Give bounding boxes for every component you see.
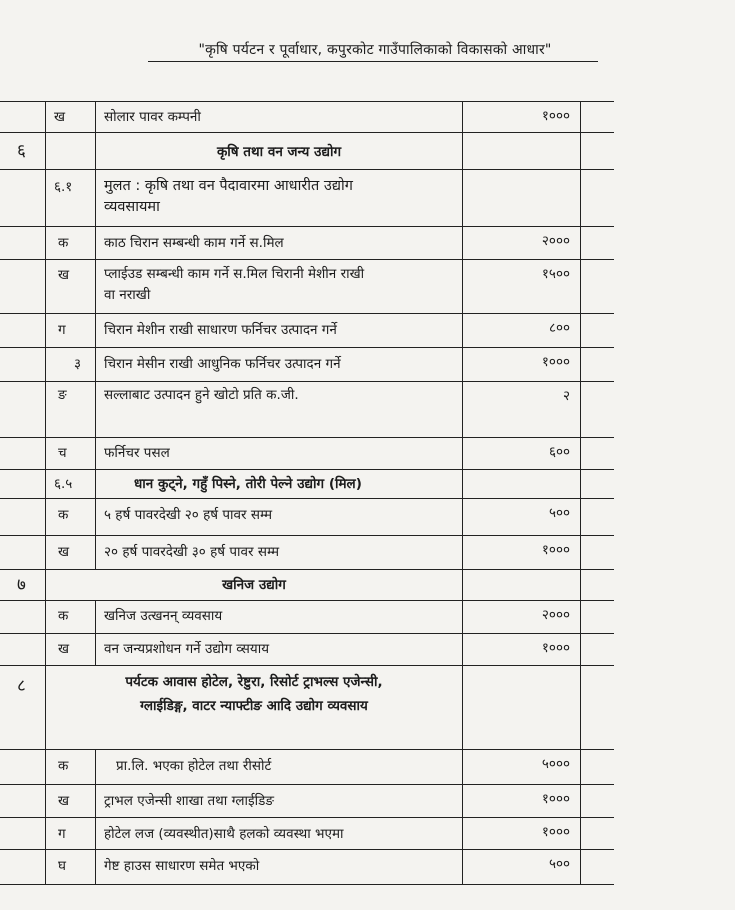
row-number-cell [0, 499, 45, 535]
table-row [0, 314, 614, 348]
section-number-cell [0, 570, 45, 600]
row-desc-cell [95, 470, 462, 498]
row-desc-cell [95, 850, 462, 884]
row-amount: १००० [541, 108, 570, 124]
row-amount: ५०० [548, 856, 570, 872]
row-extra-cell [580, 850, 614, 884]
section-number-cell [0, 666, 45, 749]
row-number-cell [0, 314, 45, 347]
row-desc-cell [95, 536, 462, 569]
row-amount-cell [462, 314, 580, 347]
row-extra-cell [580, 570, 614, 600]
row-description: होटेल लज (व्यवस्थीत)साथै हलको व्यवस्था भएमा [104, 826, 344, 842]
row-extra-cell [580, 634, 614, 665]
row-sub-cell [45, 260, 95, 313]
row-description: सल्लाबाट उत्पादन हुने खोटो प्रति क.जी. [104, 387, 299, 403]
section-title: पर्यटक आवास होटेल, रेष्टुरा, रिसोर्ट ट्राभल्स एजेन्सी, [125, 674, 383, 690]
row-amount-cell [462, 133, 580, 169]
section-row [0, 570, 614, 601]
row-description: फर्निचर पसल [104, 445, 170, 461]
row-amount: १००० [541, 542, 570, 558]
row-sub-label: क [58, 235, 69, 251]
table-row [0, 101, 614, 133]
row-amount: २००० [541, 607, 570, 623]
row-sub-cell [45, 536, 95, 569]
page-title: "कृषि पर्यटन र पूर्वाधार, कपुरकोट गाउँपालिकाको विकासको आधार" [198, 42, 552, 58]
row-sub-cell [45, 382, 95, 437]
section-number: ६ [17, 141, 26, 161]
row-sub-label: क [58, 608, 69, 624]
row-sub-label: ६.५ [54, 476, 73, 492]
row-desc-cell [95, 348, 462, 381]
row-number-cell [0, 382, 45, 437]
row-number-cell [0, 634, 45, 665]
row-description-line2: व्यवसायमा [104, 199, 160, 215]
row-desc-cell [95, 750, 462, 784]
table-row [0, 348, 614, 382]
row-desc-cell [95, 382, 462, 437]
table-row [0, 260, 614, 314]
row-amount-cell [462, 850, 580, 884]
row-number-cell [0, 227, 45, 259]
row-number-cell [0, 818, 45, 849]
section-row [0, 666, 614, 750]
row-description: मुलत : कृषि तथा वन पैदावारमा आधारीत उद्योग [104, 178, 353, 194]
row-sub-label: ख [58, 793, 70, 809]
row-extra-cell [580, 536, 614, 569]
row-amount-cell [462, 601, 580, 633]
row-amount: ८०० [548, 320, 570, 336]
row-desc-cell [95, 170, 462, 226]
row-sub-cell [45, 227, 95, 259]
row-amount-cell [462, 499, 580, 535]
row-desc-cell [95, 601, 462, 633]
row-amount-cell [462, 818, 580, 849]
row-sub-cell [45, 850, 95, 884]
row-number-cell [0, 750, 45, 784]
row-number-cell [0, 260, 45, 313]
row-extra-cell [580, 133, 614, 169]
row-description: २० हर्ष पावरदेखी ३० हर्ष पावर सम्म [104, 544, 280, 560]
section-title-cell [45, 570, 462, 600]
row-description-line2: वा नराखी [104, 287, 151, 303]
row-sub-cell [45, 499, 95, 535]
row-extra-cell [580, 470, 614, 498]
row-number-cell [0, 601, 45, 633]
row-desc-cell [95, 634, 462, 665]
row-amount-cell [462, 170, 580, 226]
subsection-title: धान कुट्ने, गहुँ पिस्ने, तोरी पेल्ने उद्योग (मिल) [134, 476, 362, 492]
row-sub-label: क [58, 758, 69, 774]
row-sub-cell [45, 133, 95, 169]
row-description: काठ चिरान सम्बन्धी काम गर्ने स.मिल [104, 235, 284, 251]
row-amount: १५०० [541, 266, 570, 282]
row-sub-label: क [58, 507, 69, 523]
row-number-cell [0, 348, 45, 381]
row-sub-label: ख [58, 641, 70, 657]
row-description: खनिज उत्खनन् व्यवसाय [104, 608, 223, 624]
row-extra-cell [580, 227, 614, 259]
subsection-row [0, 470, 614, 499]
row-sub-label: ग [58, 322, 66, 338]
row-amount-cell [462, 634, 580, 665]
row-sub-cell [45, 818, 95, 849]
row-desc-cell [95, 133, 462, 169]
row-sub-label: ३ [74, 356, 82, 372]
section-title-cell [45, 666, 462, 749]
row-sub-cell [45, 634, 95, 665]
row-sub-cell [45, 170, 95, 226]
row-amount: १००० [541, 824, 570, 840]
row-amount: ५०० [548, 505, 570, 521]
section-title: कृषि तथा वन जन्य उद्योग [216, 144, 342, 160]
row-amount: २ [562, 388, 570, 404]
row-number-cell [0, 170, 45, 226]
table-row [0, 750, 614, 785]
row-extra-cell [580, 666, 614, 749]
table-row [0, 170, 614, 227]
table-row [0, 227, 614, 260]
row-extra-cell [580, 438, 614, 469]
row-amount-cell [462, 750, 580, 784]
row-amount-cell [462, 438, 580, 469]
row-description: चिरान मेशीन राखी साधारण फर्निचर उत्पादन गर्ने [104, 322, 337, 338]
section-number-cell [0, 133, 45, 169]
row-number-cell [0, 102, 45, 132]
row-amount-cell [462, 227, 580, 259]
row-amount: १००० [541, 791, 570, 807]
row-description: सोलार पावर कम्पनी [104, 109, 201, 125]
row-description: गेष्ट हाउस साधारण समेत भएको [104, 858, 260, 874]
row-amount-cell [462, 260, 580, 313]
row-description: प्रा.लि. भएका होटेल तथा रीसोर्ट [116, 758, 272, 774]
row-amount-cell [462, 570, 580, 600]
row-desc-cell [95, 314, 462, 347]
row-extra-cell [580, 601, 614, 633]
row-desc-cell [95, 499, 462, 535]
table-row [0, 382, 614, 438]
row-number-cell [0, 438, 45, 469]
row-desc-cell [95, 785, 462, 817]
section-title-line2: ग्लाईडिङ्ग, वाटर न्याफ्टीङ आदि उद्योग व्यवसाय [140, 698, 368, 714]
row-desc-cell [95, 102, 462, 132]
row-sub-label: ६.१ [54, 179, 73, 195]
row-extra-cell [580, 382, 614, 437]
row-description: चिरान मेसीन राखी आधुनिक फर्निचर उत्पादन गर्ने [104, 356, 341, 372]
row-sub-cell [45, 438, 95, 469]
row-desc-cell [95, 260, 462, 313]
row-sub-label: ग [58, 826, 66, 842]
table-row [0, 850, 614, 885]
row-amount-cell [462, 102, 580, 132]
row-description: प्लाईउड सम्बन्धी काम गर्ने स.मिल चिरानी मेशीन राखी [104, 266, 365, 282]
row-amount: ६०० [548, 444, 570, 460]
row-sub-cell [45, 314, 95, 347]
row-amount-cell [462, 348, 580, 381]
row-sub-label: ङ [58, 387, 67, 403]
row-amount-cell [462, 382, 580, 437]
row-amount-cell [462, 666, 580, 749]
row-extra-cell [580, 260, 614, 313]
row-sub-cell [45, 785, 95, 817]
row-description: ५ हर्ष पावरदेखी २० हर्ष पावर सम्म [104, 507, 273, 523]
row-extra-cell [580, 102, 614, 132]
row-sub-cell [45, 348, 95, 381]
row-sub-label: च [58, 445, 67, 461]
row-desc-cell [95, 227, 462, 259]
row-desc-cell [95, 438, 462, 469]
row-description: ट्राभल एजेन्सी शाखा तथा ग्लाईडिङ [104, 793, 274, 809]
row-amount-cell [462, 785, 580, 817]
table-row [0, 438, 614, 470]
row-sub-cell [45, 601, 95, 633]
row-amount-cell [462, 470, 580, 498]
row-number-cell [0, 470, 45, 498]
row-extra-cell [580, 750, 614, 784]
row-amount: १००० [541, 354, 570, 370]
row-amount: २००० [541, 233, 570, 249]
row-sub-label: ख [54, 109, 66, 125]
row-extra-cell [580, 785, 614, 817]
table-row [0, 818, 614, 850]
row-sub-cell [45, 102, 95, 132]
row-amount-cell [462, 536, 580, 569]
table-row [0, 536, 614, 570]
section-row [0, 133, 614, 170]
row-number-cell [0, 850, 45, 884]
row-amount: ५००० [541, 756, 570, 772]
section-title: खनिज उद्योग [222, 577, 286, 593]
row-sub-cell [45, 470, 95, 498]
row-amount: १००० [541, 640, 570, 656]
row-extra-cell [580, 348, 614, 381]
row-sub-label: ख [58, 267, 70, 283]
table-row [0, 601, 614, 634]
row-extra-cell [580, 499, 614, 535]
row-extra-cell [580, 818, 614, 849]
header-underline [148, 61, 598, 62]
row-sub-label: घ [58, 858, 66, 874]
row-number-cell [0, 785, 45, 817]
row-number-cell [0, 536, 45, 569]
row-extra-cell [580, 314, 614, 347]
table-row [0, 634, 614, 666]
row-extra-cell [580, 170, 614, 226]
section-number: ७ [17, 575, 26, 595]
row-sub-cell [45, 750, 95, 784]
table-row [0, 785, 614, 818]
row-sub-label: ख [58, 544, 70, 560]
row-desc-cell [95, 818, 462, 849]
row-description: वन जन्यप्रशोधन गर्ने उद्योग व्सयाय [104, 641, 270, 657]
table-row [0, 499, 614, 536]
section-number: ८ [17, 676, 26, 696]
